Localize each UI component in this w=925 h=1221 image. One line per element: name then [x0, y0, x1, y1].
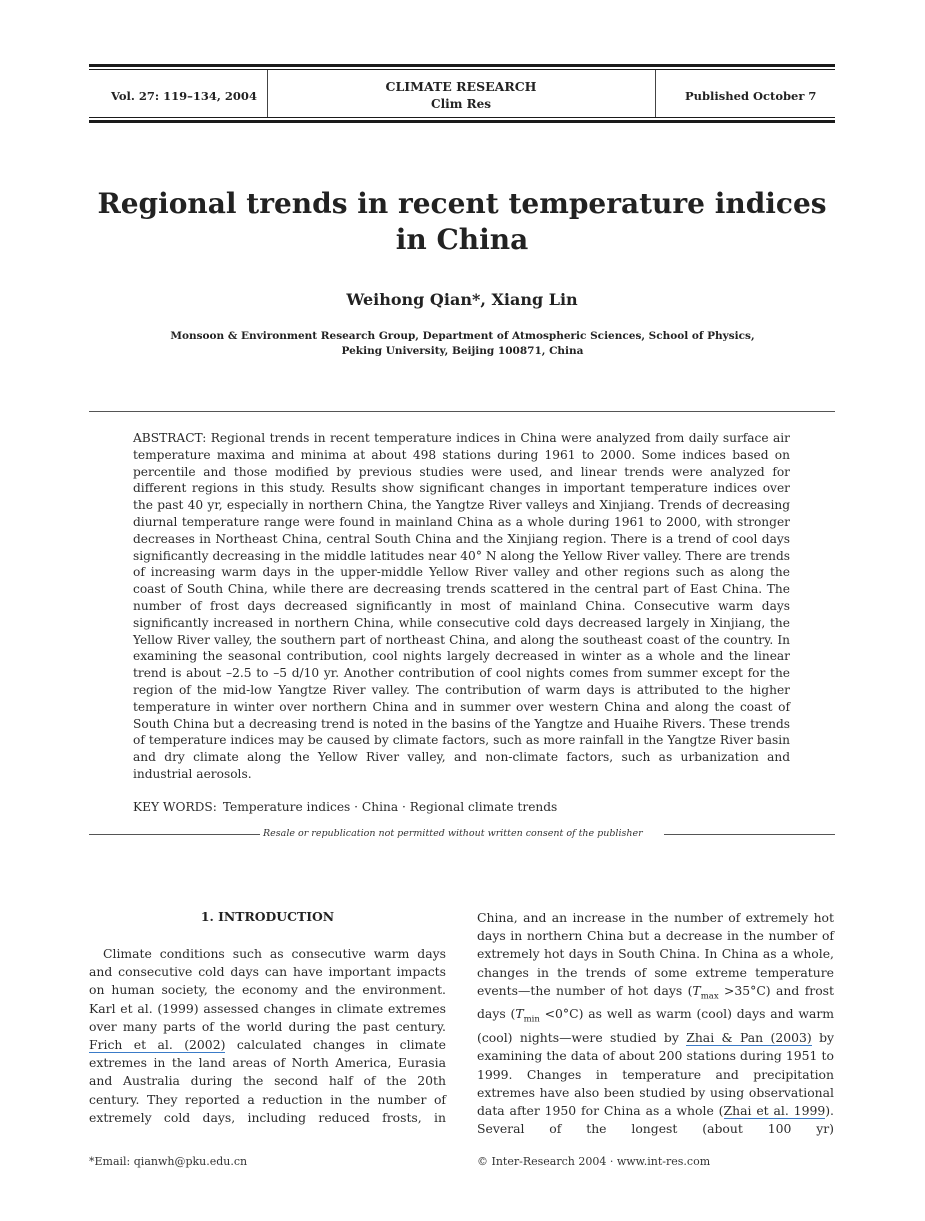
abstract: ABSTRACT: Regional trends in recent temperature indices in China were analyzed from daily surface air temperature maxima and minima at about 498 stations during 1961 to 2000. Some indices based on percentile and those modified by previous studies were used, and linear trends were analyzed for different regions in this study. Results show significant changes in important temperature indices over the past 40 yr, especially in northern China, the Yangtze River valleys and Xinjiang. Trends of decreasing diurnal temperature range were found in mainland China as a whole during 1961 to 2000, with stronger decreases in Northeast China, central South China and the Xinjiang region. There is a trend of cool days significantly decreasing in the middle latitudes near 40° N along the Yellow River valley. There are trends of increasing warm days in the upper-middle Yellow River valley and other regions such as along the coast of South China, while there are decreasing trends scattered in the central part of East China. The number of frost days decreased significantly in most of mainland China. Consecutive warm days significantly increased in northern China, while consecutive cold days decreased largely in Xinjiang, the Yellow River valley, the southern part of northeast China, and along the southeast coast of the country. In examining the seasonal contribution, cool nights largely decreased in winter as a whole and the linear trend is about –2.5 to –5 d/10 yr. Another contribution of cool nights comes from summer except for the region of the mid-low Yangtze River valley. The contribution of warm days is attributed to the higher temperature in winter over northern China and in summer over western China and along the coast of South China but a decreasing trend is noted in the basins of the Yangtze and Huaihe Rivers. These trends of temperature indices may be caused by climate factors, such as more rainfall in the Yangtze River basin and dry climate along the Yellow River valley, and non-climate factors, such as urbanization and industrial aerosols.	[133, 431, 790, 781]
volume-info: Vol. 27: 119–134, 2004	[111, 89, 257, 103]
published-date: Published October 7	[685, 89, 817, 103]
right-col-paragraph	[477, 909, 834, 1138]
right-col-text-5: ). Several of the longest (about 100 yr)	[477, 1102, 834, 1137]
citation-zhai-pan-2003[interactable]: Zhai & Pan (2003)	[686, 1030, 812, 1046]
affiliation-line1: Monsoon & Environment Research Group, Department of Atmospheric Sciences, School of Physics,	[170, 330, 755, 342]
tmax-symbol: T	[692, 982, 701, 998]
keywords-list: Temperature indices · China · Regional climate trends	[222, 800, 558, 814]
resale-rule-right	[664, 834, 835, 835]
header-divider-right	[655, 70, 656, 117]
keywords-label: KEY WORDS:	[133, 800, 217, 814]
authors: Weihong Qian*, Xiang Lin	[346, 290, 578, 309]
right-col-text-4: by examining the data of about 200 stations during 1951 to 1999. Changes in temperature and precipitation extremes have also been studied by using observational data after 1950 for China as a whole (	[477, 1030, 835, 1118]
left-col-text-1: Climate conditions such as consecutive warm days and consecutive cold days can have important impacts on human society, the economy and the environment. Karl et al. (1999) assessed changes in climate extremes over many parts of the world during the past century.	[89, 946, 446, 1034]
copyright: © Inter-Research 2004 · www.int-res.com	[477, 1155, 711, 1168]
header-bottom-rule-thin	[89, 117, 835, 118]
affiliation-line2: Peking University, Beijing 100871, China	[341, 345, 584, 357]
intro-paragraph	[89, 945, 446, 1127]
header-top-rule	[89, 64, 835, 67]
resale-notice: Resale or republication not permitted without written consent of the publisher	[263, 828, 643, 839]
citation-zhai-1999[interactable]: Zhai et al. 1999	[723, 1102, 826, 1118]
tmin-subscript: min	[523, 1014, 540, 1025]
right-column	[477, 909, 834, 1138]
left-column	[89, 945, 446, 1127]
keywords	[133, 800, 557, 814]
tmin-symbol: T	[515, 1006, 524, 1022]
journal-name: CLIMATE RESEARCH	[385, 79, 537, 94]
left-col-text-2: calculated changes in climate extremes in the land areas of North America, Eurasia and Australia during the second half of the 20th century. They reported a reduction in the number of extremely cold days, including reduced frosts, in	[89, 1037, 446, 1125]
paper-title-line1: Regional trends in recent temperature indices	[97, 187, 827, 220]
journal-abbrev: Clim Res	[431, 97, 491, 111]
right-col-text-3: <0°C) as well as warm (cool) days and warm (cool) nights—were studied by	[477, 1006, 834, 1046]
tmax-subscript: max	[700, 991, 719, 1002]
resale-rule-left	[89, 834, 260, 835]
right-col-text-1: China, and an increase in the number of extremely hot days in northern China but a decrease in the number of extremely hot days in South China. In China as a whole, changes in the trends of some extreme temperature events—the number of hot days (	[477, 910, 834, 998]
header-bottom-rule	[89, 120, 835, 123]
header-top-rule-thin	[89, 69, 835, 70]
right-col-text-2: >35°C) and frost days (	[477, 982, 834, 1022]
paper-title	[89, 186, 835, 258]
affiliation	[150, 329, 775, 359]
section-heading-introduction: 1. INTRODUCTION	[200, 909, 335, 924]
paper-title-line2: in China	[395, 223, 529, 256]
abstract-top-rule	[89, 411, 835, 412]
citation-frich-2002[interactable]: Frich et al. (2002)	[89, 1037, 226, 1053]
footnote-email: *Email: qianwh@pku.edu.cn	[89, 1155, 248, 1168]
